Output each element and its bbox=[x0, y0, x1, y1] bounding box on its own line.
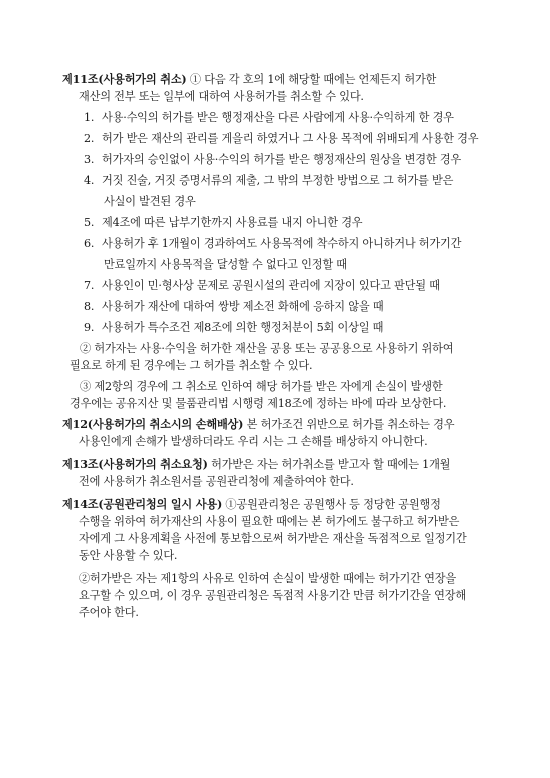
article-13-heading: 제13조(사용허가의 취소요청) bbox=[62, 457, 208, 471]
article-11-items bbox=[62, 109, 508, 340]
list-item-text: 사용허가 특수조건 제8조에 의한 행정처분이 5회 이상일 때 bbox=[102, 321, 384, 334]
article-14-para-2-cont-2: 주어야 한다. bbox=[79, 606, 139, 619]
list-item-number: 3. bbox=[84, 153, 95, 166]
list-item-text: 사용인이 민·형사상 문제로 공원시설의 관리에 지장이 있다고 판단될 때 bbox=[102, 279, 440, 292]
list-item-text: 거짓 진술, 거짓 증명서류의 제출, 그 밖의 부정한 방법으로 그 허가를 받은 bbox=[102, 174, 454, 187]
article-14-heading: 제14조(공원관리청의 일시 사용) bbox=[62, 497, 223, 511]
list-item-text: 사용·수익의 허가를 받은 행정재산을 다른 사람에게 사용·수익하게 한 경우 bbox=[102, 111, 454, 124]
list-item bbox=[62, 130, 508, 147]
article-14-para-2: ②허가받은 자는 제1항의 사유로 인하여 손실이 발생한 때에는 허가기간 연장을 bbox=[79, 572, 456, 585]
article-14-para-2-cont-1: 요구할 수 있으며, 이 경우 공원관리청은 독점적 사용기간 만큼 허가기간을 연장해 bbox=[79, 589, 466, 602]
article-14-text: ①공원관리청은 공원행사 등 정당한 공원행정 bbox=[222, 498, 441, 511]
article-14-cont-1: 수행을 위하여 허가재산의 사용이 필요한 때에는 본 허가에도 불구하고 허가받은 bbox=[79, 515, 460, 528]
article-11-heading: 제11조(사용허가의 취소) bbox=[62, 72, 187, 86]
article-11-intro-text: ① 다음 각 호의 1에 해당할 때에는 언제든지 허가한 bbox=[186, 73, 437, 86]
list-item bbox=[62, 172, 508, 189]
list-item-number: 6. bbox=[84, 237, 95, 250]
article-11-intro-cont: 재산의 전부 또는 일부에 대하여 사용허가를 취소할 수 있다. bbox=[79, 90, 364, 103]
list-item bbox=[62, 214, 508, 231]
list-item-text: 사실이 발견된 경우 bbox=[104, 195, 196, 208]
list-item bbox=[62, 235, 508, 252]
list-item-text: 사용허가 재산에 대하여 쌍방 제소전 화해에 응하지 않을 때 bbox=[102, 300, 384, 313]
list-item-number: 9. bbox=[84, 321, 95, 334]
article-11-para-3: ③ 제2항의 경우에 그 취소로 인하여 해당 허가를 받은 자에게 손실이 발생한 bbox=[80, 380, 443, 393]
list-item-text: 사용허가 후 1개월이 경과하여도 사용목적에 착수하지 아니하거나 허가기간 bbox=[102, 237, 462, 250]
list-item bbox=[62, 109, 508, 126]
list-item-cont bbox=[62, 193, 508, 210]
list-item bbox=[62, 319, 508, 336]
article-11-para-3-cont: 경우에는 공유지산 및 물품관리법 시행령 제18조에 정하는 바에 따라 보상한다. bbox=[70, 397, 447, 410]
article-13 bbox=[62, 456, 508, 473]
list-item bbox=[62, 277, 508, 294]
article-13-text: 허가받은 자는 허가취소를 받고자 할 때에는 1개월 bbox=[207, 458, 451, 471]
list-item-text: 만료일까지 사용목적을 달성할 수 없다고 인정할 때 bbox=[104, 258, 347, 271]
list-item-cont bbox=[62, 256, 508, 273]
article-12 bbox=[62, 416, 508, 433]
article-12-text: 본 허가조건 위반으로 허가를 취소하는 경우 bbox=[243, 418, 455, 431]
article-13-cont: 전에 사용허가 취소원서를 공원관리청에 제출하여야 한다. bbox=[79, 475, 354, 488]
article-12-cont: 사용인에게 손해가 발생하더라도 우리 시는 그 손해를 배상하지 아니한다. bbox=[79, 435, 428, 448]
list-item-number: 5. bbox=[84, 216, 95, 229]
list-item-number: 2. bbox=[84, 132, 95, 145]
list-item-number: 7. bbox=[84, 279, 95, 292]
article-11-para-2: ② 허가자는 사용·수익을 허가한 재산을 공용 또는 공공용으로 사용하기 위하여 bbox=[80, 342, 454, 355]
list-item-text: 허가자의 승인없이 사용·수익의 허가를 받은 행정재산의 원상을 변경한 경우 bbox=[102, 153, 462, 166]
list-item bbox=[62, 298, 508, 315]
list-item-number: 4. bbox=[84, 174, 95, 187]
article-14-cont-2: 자에게 그 사용계획을 사전에 통보함으로써 허가받은 재산을 독점적으로 일정기간 bbox=[79, 532, 467, 545]
list-item-number: 1. bbox=[84, 111, 95, 124]
article-11-para-2-cont: 필요로 하게 된 경우에는 그 허가를 취소할 수 있다. bbox=[70, 359, 313, 372]
article-14 bbox=[62, 496, 508, 513]
list-item bbox=[62, 151, 508, 168]
article-14-cont-3: 동안 사용할 수 있다. bbox=[79, 549, 178, 562]
list-item-text: 허가 받은 재산의 관리를 게을리 하였거나 그 사용 목적에 위배되게 사용한 경우 bbox=[102, 132, 479, 145]
article-12-heading: 제12(사용허가의 취소시의 손해배상) bbox=[62, 417, 244, 431]
list-item-number: 8. bbox=[84, 300, 95, 313]
list-item-text: 제4조에 따른 납부기한까지 사용료를 내지 아니한 경우 bbox=[102, 216, 363, 229]
article-11-intro bbox=[62, 71, 508, 88]
